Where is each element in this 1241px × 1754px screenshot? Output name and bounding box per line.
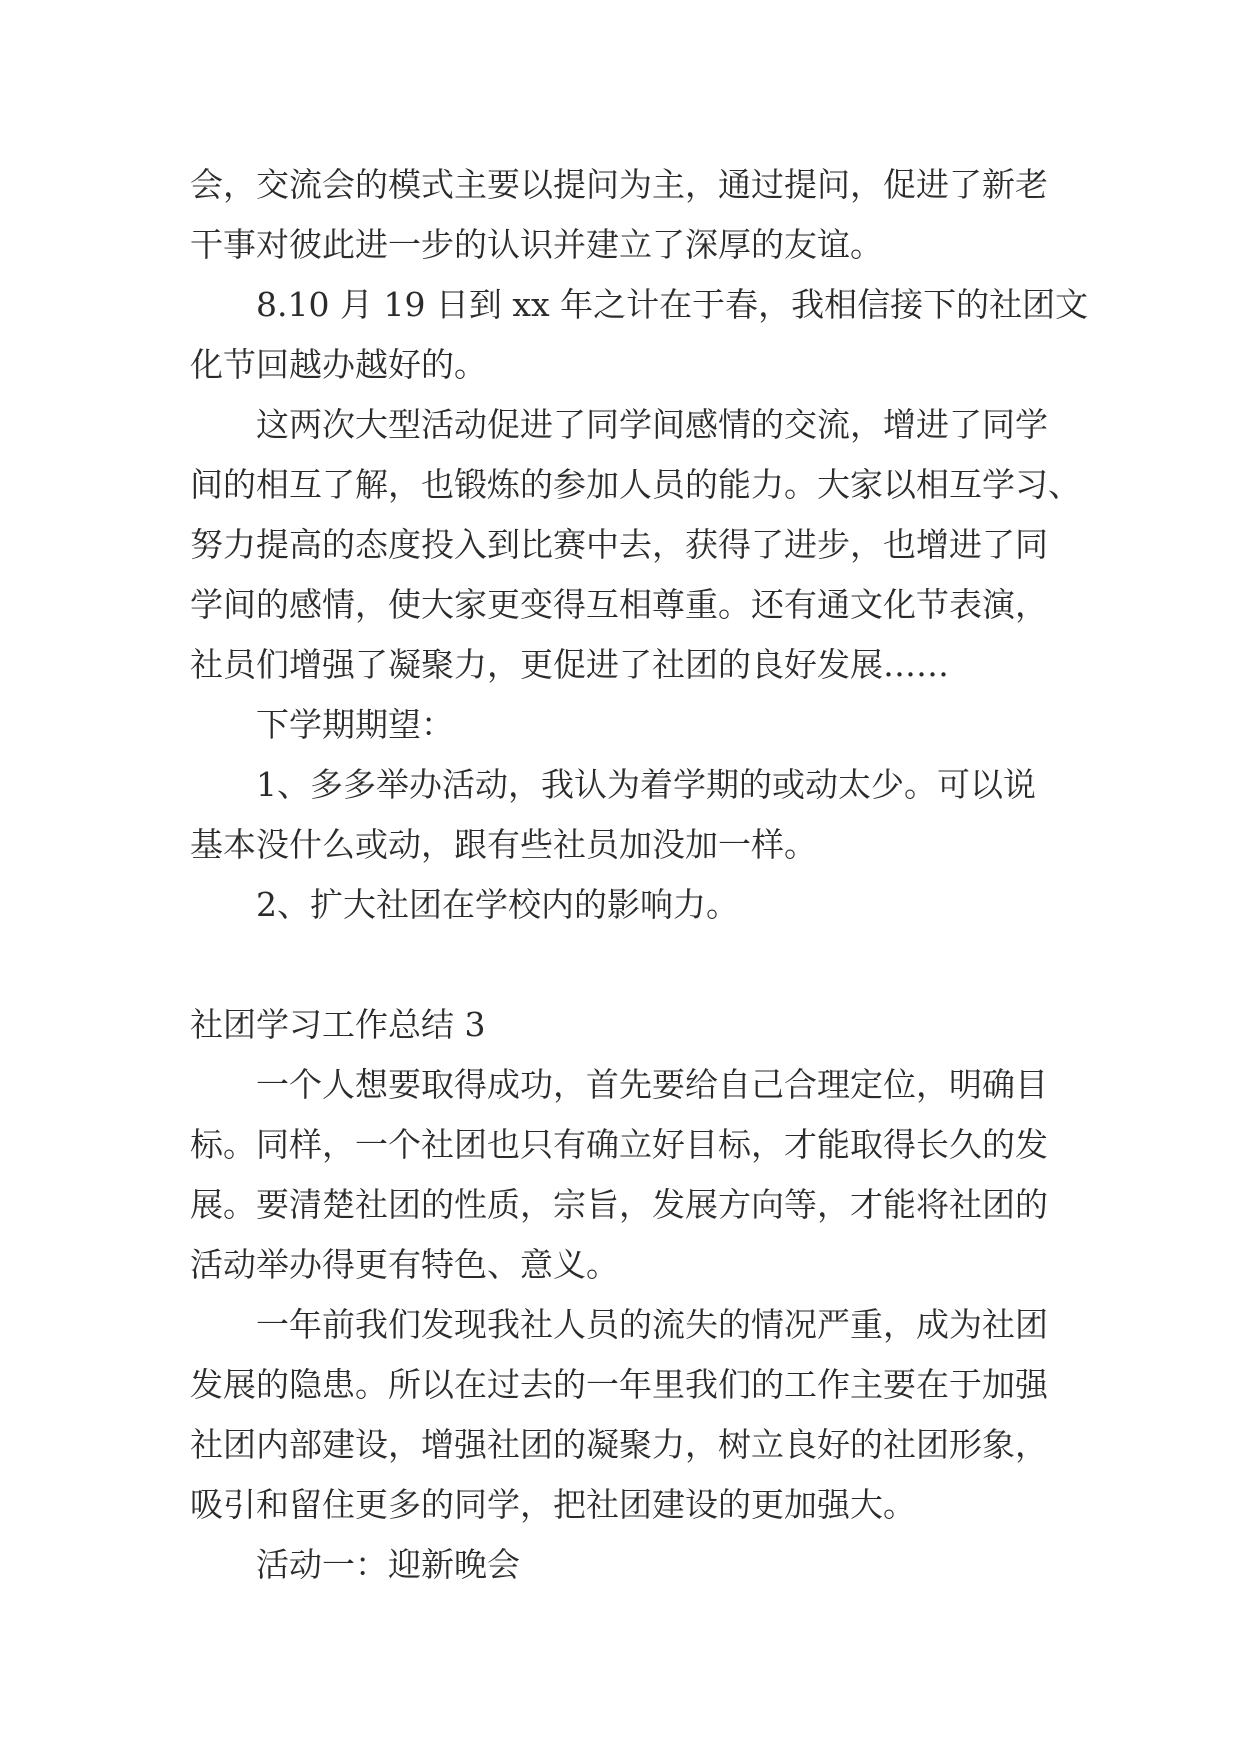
section-heading: 社团学习工作总结 3 (190, 1005, 486, 1044)
paragraph-line: 一个人想要取得成功，首先要给自己合理定位，明确目 (256, 1065, 1048, 1104)
paragraph-line: 社员们增强了凝聚力，更促进了社团的良好发展…… (190, 645, 949, 684)
paragraph-line: 下学期期望： (256, 705, 454, 744)
paragraph-line: 一年前我们发现我社人员的流失的情况严重，成为社团 (256, 1305, 1048, 1344)
paragraph-line: 吸引和留住更多的同学，把社团建设的更加强大。 (190, 1485, 916, 1524)
list-item: 基本没什么或动，跟有些社员加没加一样。 (190, 825, 817, 864)
paragraph-line: 化节回越办越好的。 (190, 345, 487, 384)
paragraph-line: 标。同样，一个社团也只有确立好目标，才能取得长久的发 (190, 1125, 1048, 1164)
paragraph-line: 活动举办得更有特色、意义。 (190, 1245, 619, 1284)
paragraph-line: 学间的感情，使大家更变得互相尊重。还有通文化节表演， (190, 585, 1048, 624)
list-item: 1、多多举办活动，我认为着学期的或动太少。可以说 (256, 765, 1036, 804)
paragraph-line: 8.10 月 19 日到 xx 年之计在于春，我相信接下的社团文 (256, 285, 1089, 324)
list-item: 2、扩大社团在学校内的影响力。 (256, 885, 739, 924)
paragraph-line: 展。要清楚社团的性质，宗旨，发展方向等，才能将社团的 (190, 1185, 1048, 1224)
paragraph-line: 干事对彼此进一步的认识并建立了深厚的友谊。 (190, 225, 883, 264)
paragraph-line: 社团内部建设，增强社团的凝聚力，树立良好的社团形象， (190, 1425, 1048, 1464)
paragraph-line: 会，交流会的模式主要以提问为主，通过提问，促进了新老 (190, 165, 1048, 204)
paragraph-line: 这两次大型活动促进了同学间感情的交流，增进了同学 (256, 405, 1048, 444)
paragraph-line: 间的相互了解，也锻炼的参加人员的能力。大家以相互学习、 (190, 465, 1081, 504)
paragraph-line: 活动一：迎新晚会 (256, 1545, 520, 1584)
paragraph-line: 努力提高的态度投入到比赛中去，获得了进步，也增进了同 (190, 525, 1048, 564)
paragraph-line: 发展的隐患。所以在过去的一年里我们的工作主要在于加强 (190, 1365, 1048, 1404)
